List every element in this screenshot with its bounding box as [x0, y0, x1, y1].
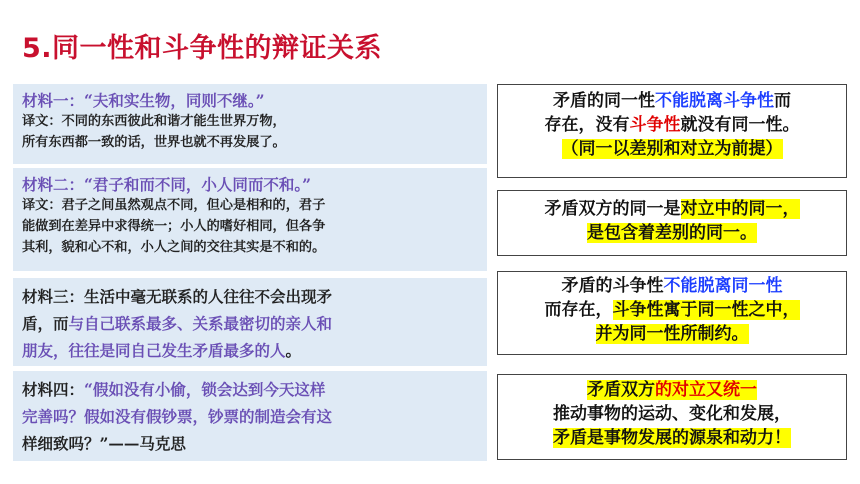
- material-2-translation-line2: 能做到在差异中求得统一；小人的嗜好相同，但各争: [22, 219, 326, 234]
- material-1: [13, 84, 487, 164]
- material-4: [13, 371, 487, 461]
- box-1-line1: 矛盾的同一性不能脱离斗争性而: [553, 91, 791, 111]
- material-4-quote-start: “假如没有小偷，锁会达到今天这样: [84, 380, 326, 399]
- material-4-line1: 材料四：“假如没有小偷，锁会达到今天这样: [22, 380, 326, 399]
- box-2-line2: 是包含着差别的同一。: [587, 223, 757, 243]
- material-3: [13, 278, 487, 366]
- material-2-quote: 材料二：“君子和而不同，小人同而不和。”: [22, 175, 312, 194]
- material-3-highlight-b: 朋友，往往是同自己发生矛盾最多的人: [22, 341, 286, 360]
- box-3-line2: 而存在，斗争性寓于同一性之中，: [544, 300, 800, 320]
- conclusion-box-1: [497, 84, 847, 178]
- material-1-translation-line1: 译文：不同的东西彼此和谐才能生世界万物，: [22, 114, 286, 129]
- material-4-line3: 样细致吗？”——马克思: [22, 434, 186, 453]
- conclusion-box-4: [497, 374, 847, 460]
- material-2: [13, 168, 487, 271]
- material-3-line3: 朋友，往往是同自己发生矛盾最多的人。: [22, 341, 302, 360]
- material-1-quote: 材料一：“夫和实生物，同则不继。”: [22, 91, 265, 110]
- material-1-translation-line2: 所有东西都一致的话，世界也就不再发展了。: [22, 135, 286, 150]
- box-1-line2: 存在，没有斗争性就没有同一性。: [544, 115, 800, 135]
- material-3-highlight-a: 与自己联系最多、关系最密切的亲人和: [68, 314, 333, 333]
- material-2-translation-line3: 其利，貌和心不和，小人之间的交往其实是不和的。: [22, 240, 326, 255]
- material-2-translation-line1: 译文：君子之间虽然观点不同，但心是相和的，君子: [22, 198, 326, 213]
- box-4-line1: 矛盾双方的对立又统一: [587, 380, 757, 400]
- page-title: 5.同一性和斗争性的辩证关系: [22, 33, 383, 64]
- box-4-line3: 矛盾是事物发展的源泉和动力！: [553, 428, 791, 448]
- material-3-line2: 盾，而与自己联系最多、关系最密切的亲人和: [22, 314, 333, 333]
- box-3-line3: 并为同一性所制约。: [595, 324, 749, 344]
- box-2-line1: 矛盾双方的同一是对立中的同一，: [544, 199, 800, 219]
- box-4-line2: 推动事物的运动、变化和发展，: [553, 404, 791, 424]
- material-3-line1: 材料三：生活中毫无联系的人往往不会出现矛: [22, 287, 333, 306]
- material-4-line2: 完善吗？假如没有假钞票，钞票的制造会有这: [22, 407, 333, 426]
- conclusion-box-2: [497, 190, 847, 256]
- box-3-line1: 矛盾的斗争性不能脱离同一性: [561, 276, 783, 296]
- conclusion-box-3: [497, 271, 847, 355]
- box-1-line3: （同一以差别和对立为前提）: [561, 139, 783, 159]
